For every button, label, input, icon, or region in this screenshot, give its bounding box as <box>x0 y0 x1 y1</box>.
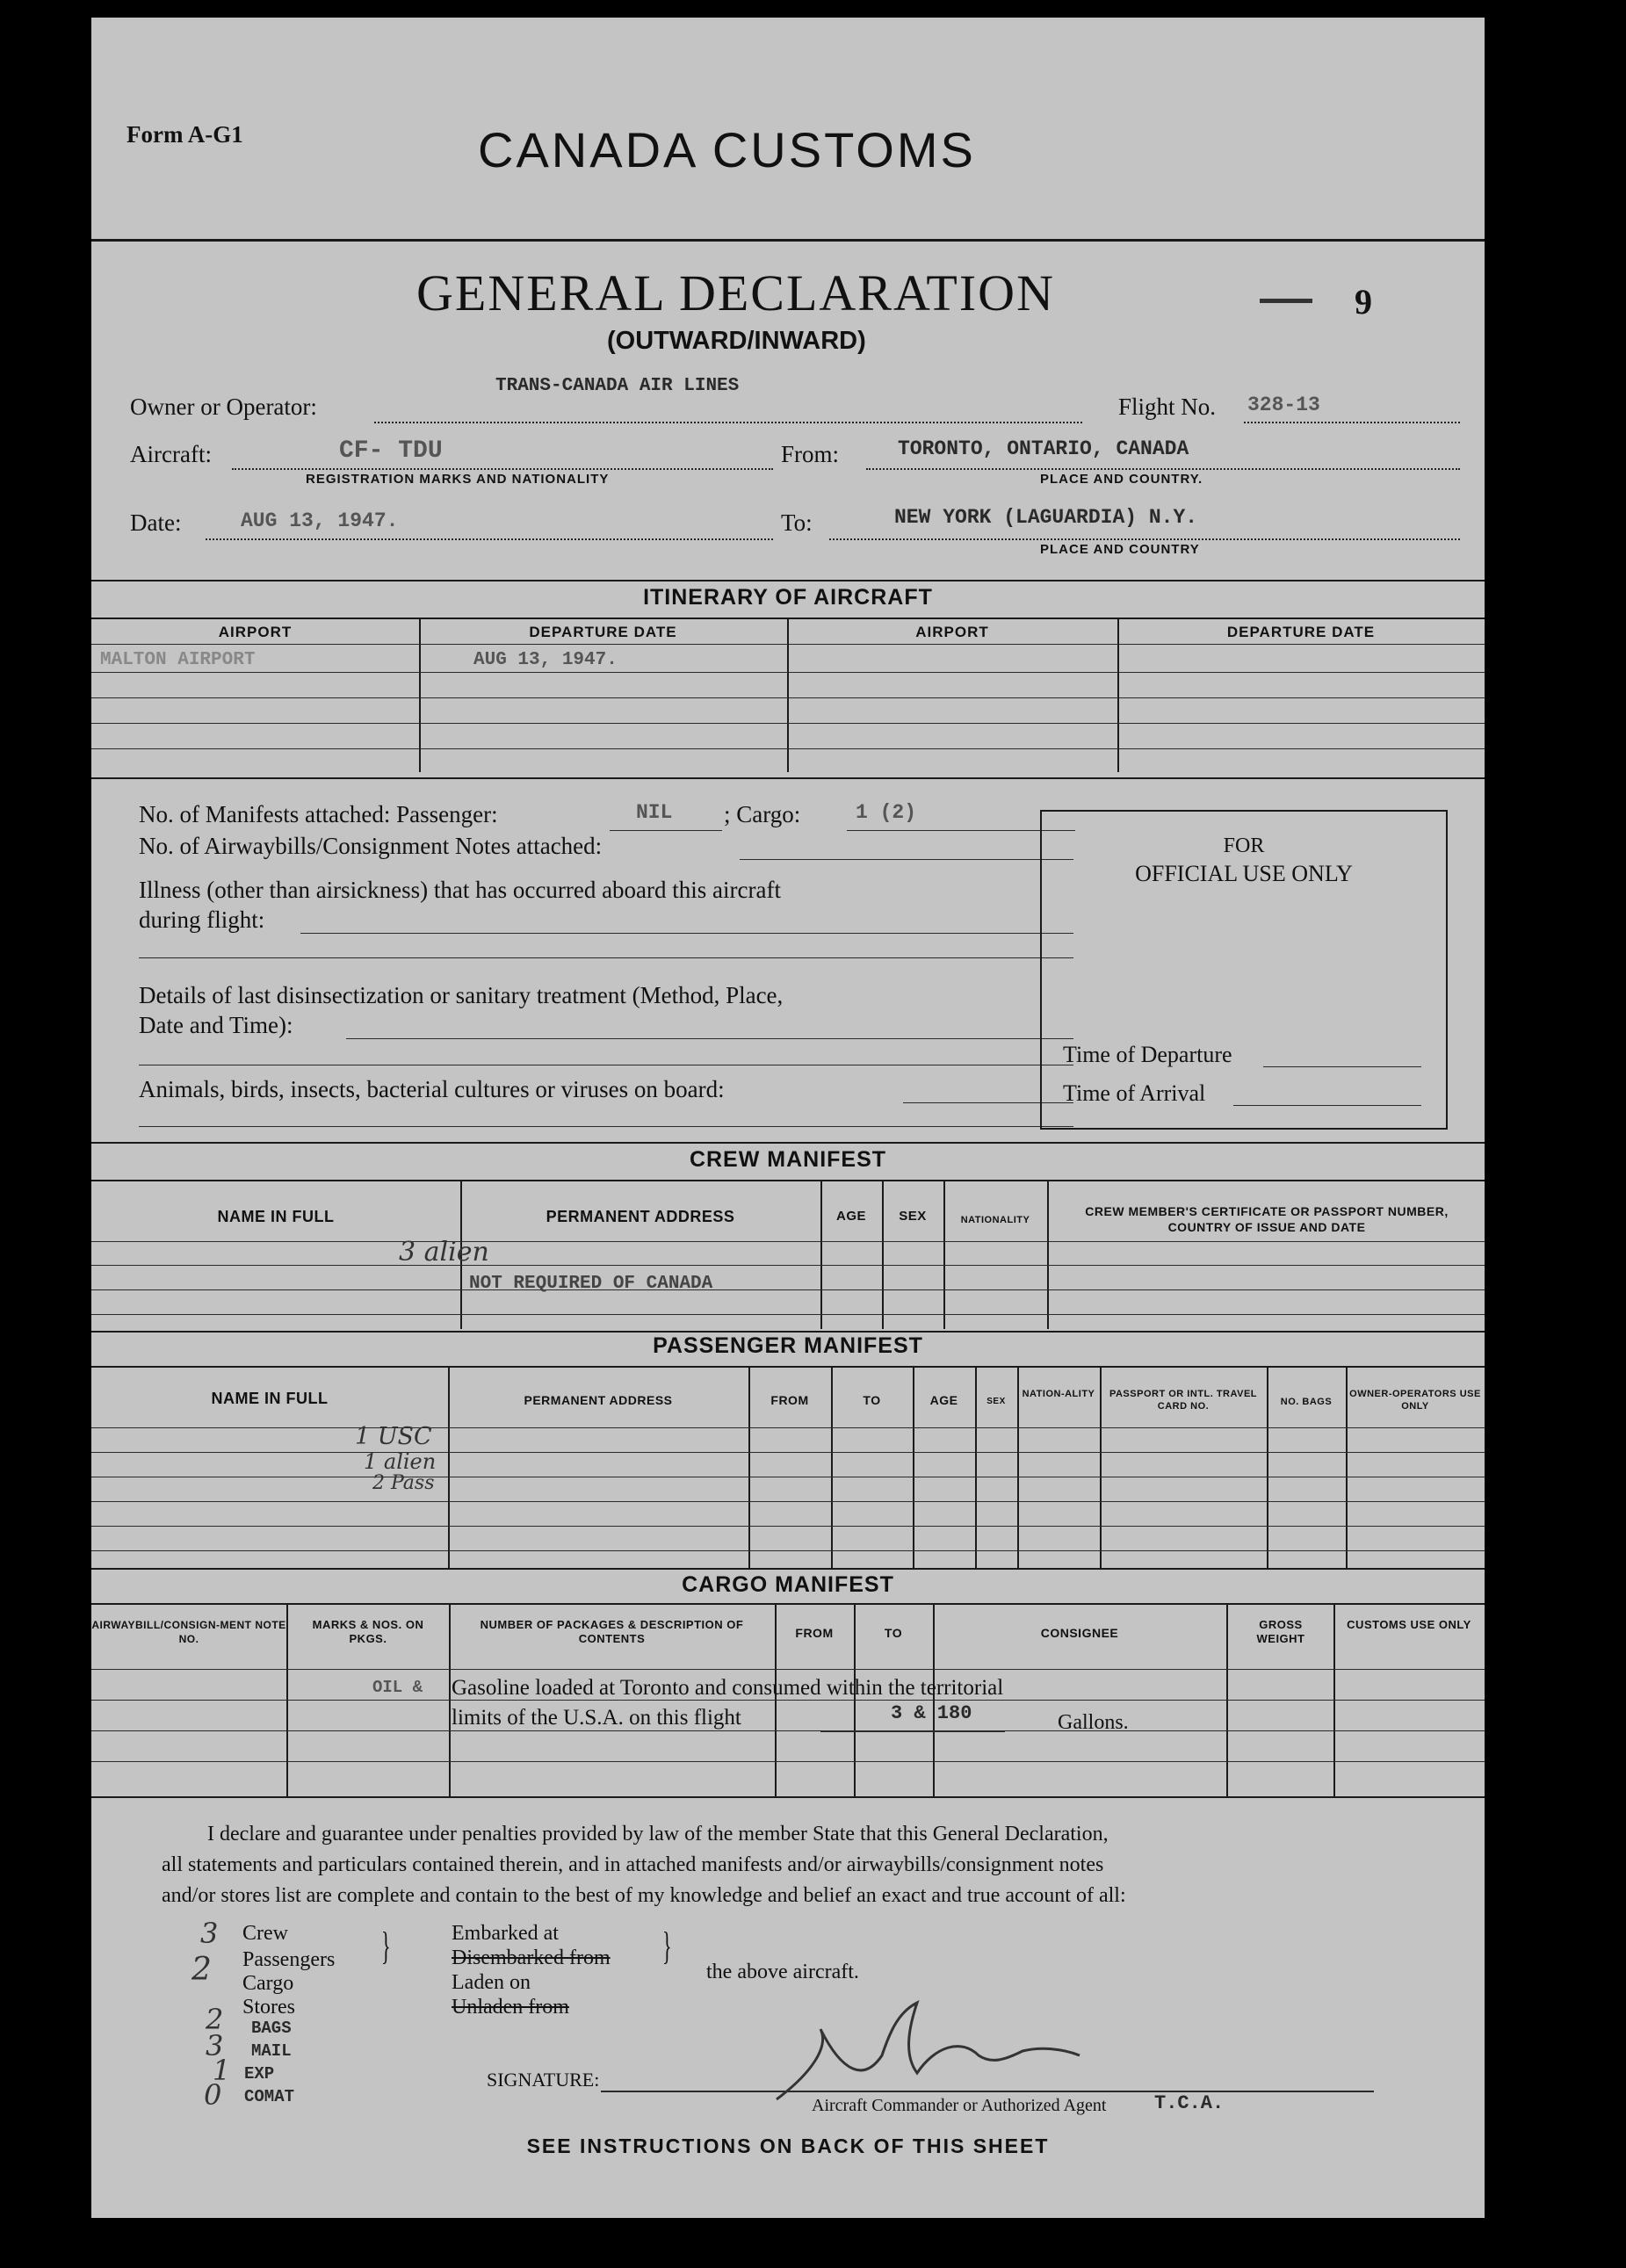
pass-hand-3: 2 Pass <box>372 1472 435 1494</box>
cargo-col-customs: CUSTOMS USE ONLY <box>1347 1618 1471 1631</box>
cargo-col-to: TO <box>884 1626 903 1640</box>
laden-label: Laden on <box>452 1971 531 1994</box>
signature-label: SIGNATURE: <box>487 2069 600 2091</box>
official-for: FOR <box>1223 834 1265 857</box>
direction-subtitle: (OUTWARD/INWARD) <box>607 327 866 355</box>
declaration-sheet <box>91 18 1485 2218</box>
crew-label: Crew <box>242 1922 288 1945</box>
crew-col-certificate: CREW MEMBER'S CERTIFICATE OR PASSPORT NUMBER, COUNTRY OF ISSUE AND DATE <box>1085 1204 1449 1234</box>
official-use-box <box>1040 810 1448 1130</box>
exp-count: 1 <box>213 2054 231 2087</box>
crew-col-age: AGE <box>835 1209 866 1224</box>
above-aircraft-label: the above aircraft. <box>706 1961 859 1983</box>
passenger-title: PASSENGER MANIFEST <box>653 1333 923 1358</box>
flight-label: Flight No. <box>1118 394 1217 420</box>
crew-col-name: NAME IN FULL <box>217 1208 335 1225</box>
itin-col-airport-1: AIRPORT <box>218 624 293 640</box>
unladen-label: Unladen from <box>452 1996 569 2019</box>
owner-value: TRANS-CANADA AIR LINES <box>495 376 740 396</box>
header-rule <box>91 239 1485 242</box>
official-use-label: OFFICIAL USE ONLY <box>1135 861 1353 886</box>
struck-mark <box>1260 299 1312 303</box>
cargo-fuel-amount: 3 & 180 <box>891 1702 972 1724</box>
cargo-col-gross-weight: GROSS WEIGHT <box>1256 1618 1305 1645</box>
itin-row1-date: AUG 13, 1947. <box>473 650 618 670</box>
aircraft-value: CF- TDU <box>339 437 443 465</box>
pass-col-name: NAME IN FULL <box>211 1390 329 1407</box>
pass-col-sex: SEX <box>986 1397 1006 1406</box>
crew-col-sex: SEX <box>899 1209 927 1224</box>
pass-col-from: FROM <box>770 1393 809 1407</box>
cargo-col-description: NUMBER OF PACKAGES & DESCRIPTION OF CONTENTS <box>480 1618 744 1645</box>
exp-label: EXP <box>244 2064 275 2084</box>
pass-hand-1: 1 USC <box>355 1423 432 1450</box>
cargo-col-airwaybill: AIRWAYBILL/CONSIGN-MENT NOTE NO. <box>91 1619 286 1645</box>
aircraft-label: Aircraft: <box>130 441 212 467</box>
to-caption: PLACE AND COUNTRY <box>1040 542 1200 557</box>
pass-hand-2: 1 alien <box>364 1449 437 1474</box>
document-title: GENERAL DECLARATION <box>416 264 1055 321</box>
animals-label: Animals, birds, insects, bacterial cultures or viruses on board: <box>139 1076 725 1102</box>
crew-hand-note: 3 alien <box>399 1237 489 1268</box>
pass-col-address: PERMANENT ADDRESS <box>524 1393 673 1407</box>
stores-label: Stores <box>242 1996 295 2019</box>
cargo-manifest-count: 1 (2) <box>856 801 917 824</box>
disinsect-label-1: Details of last disinsectization or sanitary treatment (Method, Place, <box>139 982 784 1008</box>
itin-col-date-1: DEPARTURE DATE <box>529 624 677 640</box>
left-brace: } <box>381 1925 391 1968</box>
from-label: From: <box>781 441 840 467</box>
to-value: NEW YORK (LAGUARDIA) N.Y. <box>894 506 1198 529</box>
passengers-label: Passengers <box>242 1948 336 1971</box>
mail-count: 3 <box>206 2029 224 2062</box>
passenger-manifest-count: NIL <box>636 801 673 824</box>
bags-count: 2 <box>206 2003 224 2036</box>
footer-instructions: SEE INSTRUCTIONS ON BACK OF THIS SHEET <box>526 2134 1050 2157</box>
disembarked-label: Disembarked from <box>452 1947 611 1969</box>
time-departure-label: Time of Departure <box>1063 1042 1232 1067</box>
date-label: Date: <box>130 509 182 536</box>
from-caption: PLACE AND COUNTRY. <box>1040 472 1203 487</box>
pass-col-owner: OWNER-OPERATORS USE ONLY <box>1349 1389 1481 1412</box>
cargo-typed-prefix: OIL & <box>372 1678 423 1697</box>
mail-label: MAIL <box>251 2041 292 2061</box>
right-brace: } <box>662 1925 672 1968</box>
signer-org: T.C.A. <box>1154 2092 1225 2114</box>
pass-col-nationality: NATION-ALITY <box>1022 1389 1095 1399</box>
passenger-count: 2 <box>192 1952 212 1988</box>
time-arrival-label: Time of Arrival <box>1063 1080 1206 1106</box>
declaration-line-3: and/or stores list are complete and contain to the best of my knowledge and belief an exact and true account of all: <box>162 1884 1126 1907</box>
to-label: To: <box>781 509 813 536</box>
disinsect-label-2: Date and Time): <box>139 1012 293 1038</box>
from-value: TORONTO, ONTARIO, CANADA <box>898 437 1189 460</box>
comat-label: COMAT <box>244 2087 295 2106</box>
cargo-col-from: FROM <box>795 1626 834 1640</box>
pass-col-bags: NO. BAGS <box>1280 1397 1333 1407</box>
crew-typed-note: NOT REQUIRED OF CANADA <box>469 1274 713 1294</box>
signer-caption: Aircraft Commander or Authorized Agent <box>812 2096 1107 2115</box>
pass-col-age: AGE <box>929 1393 958 1407</box>
cargo-decl-label: Cargo <box>242 1972 294 1995</box>
cargo-col-marks: MARKS & NOS. ON PKGS. <box>312 1618 424 1645</box>
cargo-label: ; Cargo: <box>724 801 801 827</box>
comat-count: 0 <box>204 2078 222 2112</box>
cargo-col-consignee: CONSIGNEE <box>1040 1626 1119 1640</box>
bags-label: BAGS <box>251 2019 292 2038</box>
manifests-label: No. of Manifests attached: Passenger: <box>139 801 498 827</box>
date-value: AUG 13, 1947. <box>241 509 399 532</box>
cargo-line-1: Gasoline loaded at Toronto and consumed within the territorial <box>452 1676 1004 1700</box>
flight-value: 328-13 <box>1247 394 1320 416</box>
crew-title: CREW MANIFEST <box>689 1147 887 1172</box>
itin-col-date-2: DEPARTURE DATE <box>1226 624 1376 640</box>
pass-col-to: TO <box>863 1393 881 1407</box>
cargo-gallons: Gallons. <box>1058 1711 1129 1734</box>
itin-col-airport-2: AIRPORT <box>915 624 989 640</box>
crew-col-address: PERMANENT ADDRESS <box>546 1208 735 1225</box>
crew-count: 3 <box>200 1917 219 1950</box>
airwaybills-label: No. of Airwaybills/Consignment Notes attached: <box>139 833 603 859</box>
aircraft-caption: REGISTRATION MARKS AND NATIONALITY <box>306 472 610 487</box>
cargo-line-2: limits of the U.S.A. on this flight <box>452 1706 741 1730</box>
itin-row1-airport: MALTON AIRPORT <box>100 650 256 670</box>
illness-label-1: Illness (other than airsickness) that has occurred aboard this aircraft <box>139 877 781 903</box>
crew-col-nationality: NATIONALITY <box>960 1215 1030 1225</box>
cargo-title: CARGO MANIFEST <box>682 1572 894 1597</box>
agency-title: CANADA CUSTOMS <box>478 122 976 177</box>
declaration-line-2: all statements and particulars contained therein, and in attached manifests and/or airwaybills/consignment notes <box>162 1853 1104 1876</box>
owner-label: Owner or Operator: <box>130 394 317 420</box>
pass-col-passport: PASSPORT OR INTL. TRAVEL CARD NO. <box>1109 1389 1258 1412</box>
illness-label-2: during flight: <box>139 906 265 933</box>
page-mark: 9 <box>1355 282 1372 321</box>
declaration-line-1: I declare and guarantee under penalties provided by law of the member State that this General Declaration, <box>207 1823 1109 1845</box>
embarked-label: Embarked at <box>452 1922 559 1945</box>
form-number: Form A-G1 <box>126 121 243 148</box>
itinerary-title: ITINERARY OF AIRCRAFT <box>643 585 933 610</box>
